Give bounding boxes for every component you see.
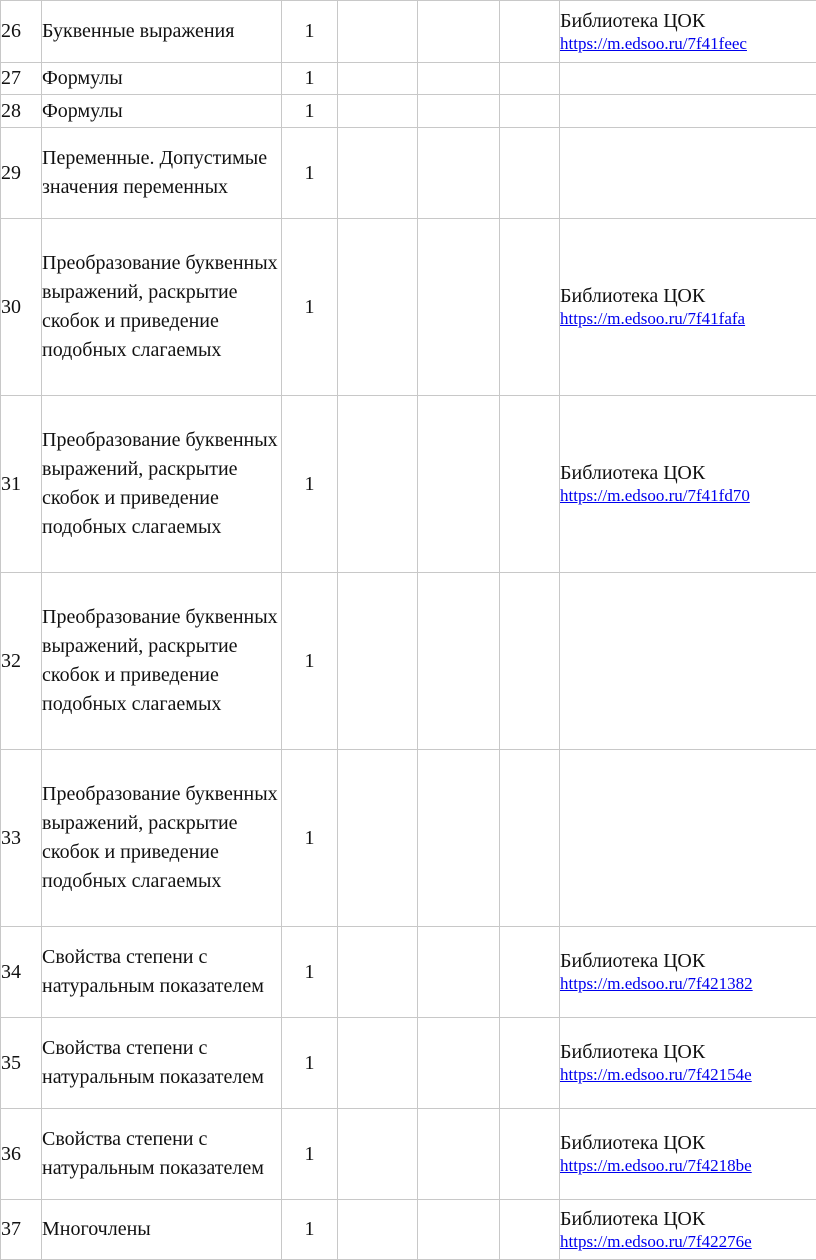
resource-link[interactable]: https://m.edsoo.ru/7f41fafa — [560, 308, 816, 330]
resource-title: Библиотека ЦОК — [560, 1040, 816, 1064]
empty-cell — [500, 1200, 560, 1260]
table-row — [1, 219, 816, 396]
table-row — [1, 573, 816, 750]
empty-cell — [500, 396, 560, 573]
lesson-hours: 1 — [282, 63, 338, 95]
resource-link[interactable]: https://m.edsoo.ru/7f41fd70 — [560, 485, 816, 507]
empty-cell — [418, 750, 500, 927]
table-row — [1, 128, 816, 219]
lesson-number: 26 — [1, 1, 42, 63]
lesson-number: 30 — [1, 219, 42, 396]
empty-cell — [418, 396, 500, 573]
empty-cell — [338, 128, 418, 219]
resource-title: Библиотека ЦОК — [560, 1207, 816, 1231]
lesson-number: 33 — [1, 750, 42, 927]
empty-cell — [338, 1018, 418, 1109]
lesson-hours: 1 — [282, 128, 338, 219]
empty-cell — [500, 573, 560, 750]
empty-cell — [418, 95, 500, 128]
lesson-number: 28 — [1, 95, 42, 128]
resource-cell — [560, 128, 816, 219]
empty-cell — [338, 1200, 418, 1260]
lesson-hours: 1 — [282, 396, 338, 573]
resource-cell — [560, 396, 816, 573]
table-row — [1, 396, 816, 573]
empty-cell — [500, 750, 560, 927]
lesson-topic: Преобразование буквенных выражений, раскрытие скобок и приведение подобных слагаемых — [42, 750, 282, 927]
table-row — [1, 1, 816, 63]
empty-cell — [500, 63, 560, 95]
empty-cell — [418, 128, 500, 219]
empty-cell — [418, 1200, 500, 1260]
lesson-hours: 1 — [282, 927, 338, 1018]
lesson-hours: 1 — [282, 750, 338, 927]
lesson-hours: 1 — [282, 1, 338, 63]
lesson-topic: Переменные. Допустимые значения переменных — [42, 128, 282, 219]
lesson-hours: 1 — [282, 219, 338, 396]
resource-title: Библиотека ЦОК — [560, 1131, 816, 1155]
resource-title: Библиотека ЦОК — [560, 949, 816, 973]
lesson-topic: Преобразование буквенных выражений, раскрытие скобок и приведение подобных слагаемых — [42, 396, 282, 573]
table-row — [1, 1109, 816, 1200]
empty-cell — [500, 1018, 560, 1109]
lesson-number: 31 — [1, 396, 42, 573]
lesson-hours: 1 — [282, 1018, 338, 1109]
lesson-topic: Формулы — [42, 95, 282, 128]
resource-cell — [560, 750, 816, 927]
resource-cell — [560, 95, 816, 128]
lesson-number: 29 — [1, 128, 42, 219]
table-row — [1, 1018, 816, 1109]
empty-cell — [500, 128, 560, 219]
lesson-number: 34 — [1, 927, 42, 1018]
resource-cell — [560, 219, 816, 396]
table-row — [1, 1200, 816, 1260]
lesson-hours: 1 — [282, 95, 338, 128]
lesson-topic: Свойства степени с натуральным показателем — [42, 1018, 282, 1109]
empty-cell — [338, 1109, 418, 1200]
lesson-hours: 1 — [282, 1200, 338, 1260]
table-row — [1, 95, 816, 128]
lesson-number: 32 — [1, 573, 42, 750]
resource-title: Библиотека ЦОК — [560, 461, 816, 485]
empty-cell — [500, 927, 560, 1018]
resource-title: Библиотека ЦОК — [560, 284, 816, 308]
empty-cell — [500, 219, 560, 396]
table-row — [1, 927, 816, 1018]
empty-cell — [338, 750, 418, 927]
resource-link[interactable]: https://m.edsoo.ru/7f41feec — [560, 33, 816, 55]
lesson-number: 35 — [1, 1018, 42, 1109]
lesson-hours: 1 — [282, 573, 338, 750]
empty-cell — [418, 63, 500, 95]
empty-cell — [418, 1018, 500, 1109]
lesson-topic: Формулы — [42, 63, 282, 95]
empty-cell — [418, 927, 500, 1018]
resource-link[interactable]: https://m.edsoo.ru/7f42154e — [560, 1064, 816, 1086]
lesson-topic: Многочлены — [42, 1200, 282, 1260]
empty-cell — [418, 573, 500, 750]
resource-link[interactable]: https://m.edsoo.ru/7f421382 — [560, 973, 816, 995]
table-row — [1, 750, 816, 927]
lesson-number: 27 — [1, 63, 42, 95]
empty-cell — [500, 1109, 560, 1200]
empty-cell — [418, 1, 500, 63]
empty-cell — [418, 1109, 500, 1200]
empty-cell — [338, 95, 418, 128]
resource-cell — [560, 1, 816, 63]
lesson-topic: Свойства степени с натуральным показателем — [42, 1109, 282, 1200]
resource-cell — [560, 1018, 816, 1109]
empty-cell — [338, 63, 418, 95]
resource-cell — [560, 1109, 816, 1200]
lesson-number: 37 — [1, 1200, 42, 1260]
lesson-hours: 1 — [282, 1109, 338, 1200]
lesson-number: 36 — [1, 1109, 42, 1200]
empty-cell — [500, 95, 560, 128]
table-row — [1, 63, 816, 95]
empty-cell — [500, 1, 560, 63]
resource-link[interactable]: https://m.edsoo.ru/7f4218be — [560, 1155, 816, 1177]
lesson-topic: Преобразование буквенных выражений, раскрытие скобок и приведение подобных слагаемых — [42, 219, 282, 396]
empty-cell — [418, 219, 500, 396]
resource-cell — [560, 1200, 816, 1260]
lesson-topic: Преобразование буквенных выражений, раскрытие скобок и приведение подобных слагаемых — [42, 573, 282, 750]
resource-cell — [560, 927, 816, 1018]
resource-cell — [560, 63, 816, 95]
empty-cell — [338, 219, 418, 396]
empty-cell — [338, 927, 418, 1018]
resource-title: Библиотека ЦОК — [560, 9, 816, 33]
empty-cell — [338, 396, 418, 573]
empty-cell — [338, 1, 418, 63]
lesson-topic: Буквенные выражения — [42, 1, 282, 63]
resource-link[interactable]: https://m.edsoo.ru/7f42276e — [560, 1231, 816, 1253]
resource-cell — [560, 573, 816, 750]
lesson-topic: Свойства степени с натуральным показателем — [42, 927, 282, 1018]
empty-cell — [338, 573, 418, 750]
